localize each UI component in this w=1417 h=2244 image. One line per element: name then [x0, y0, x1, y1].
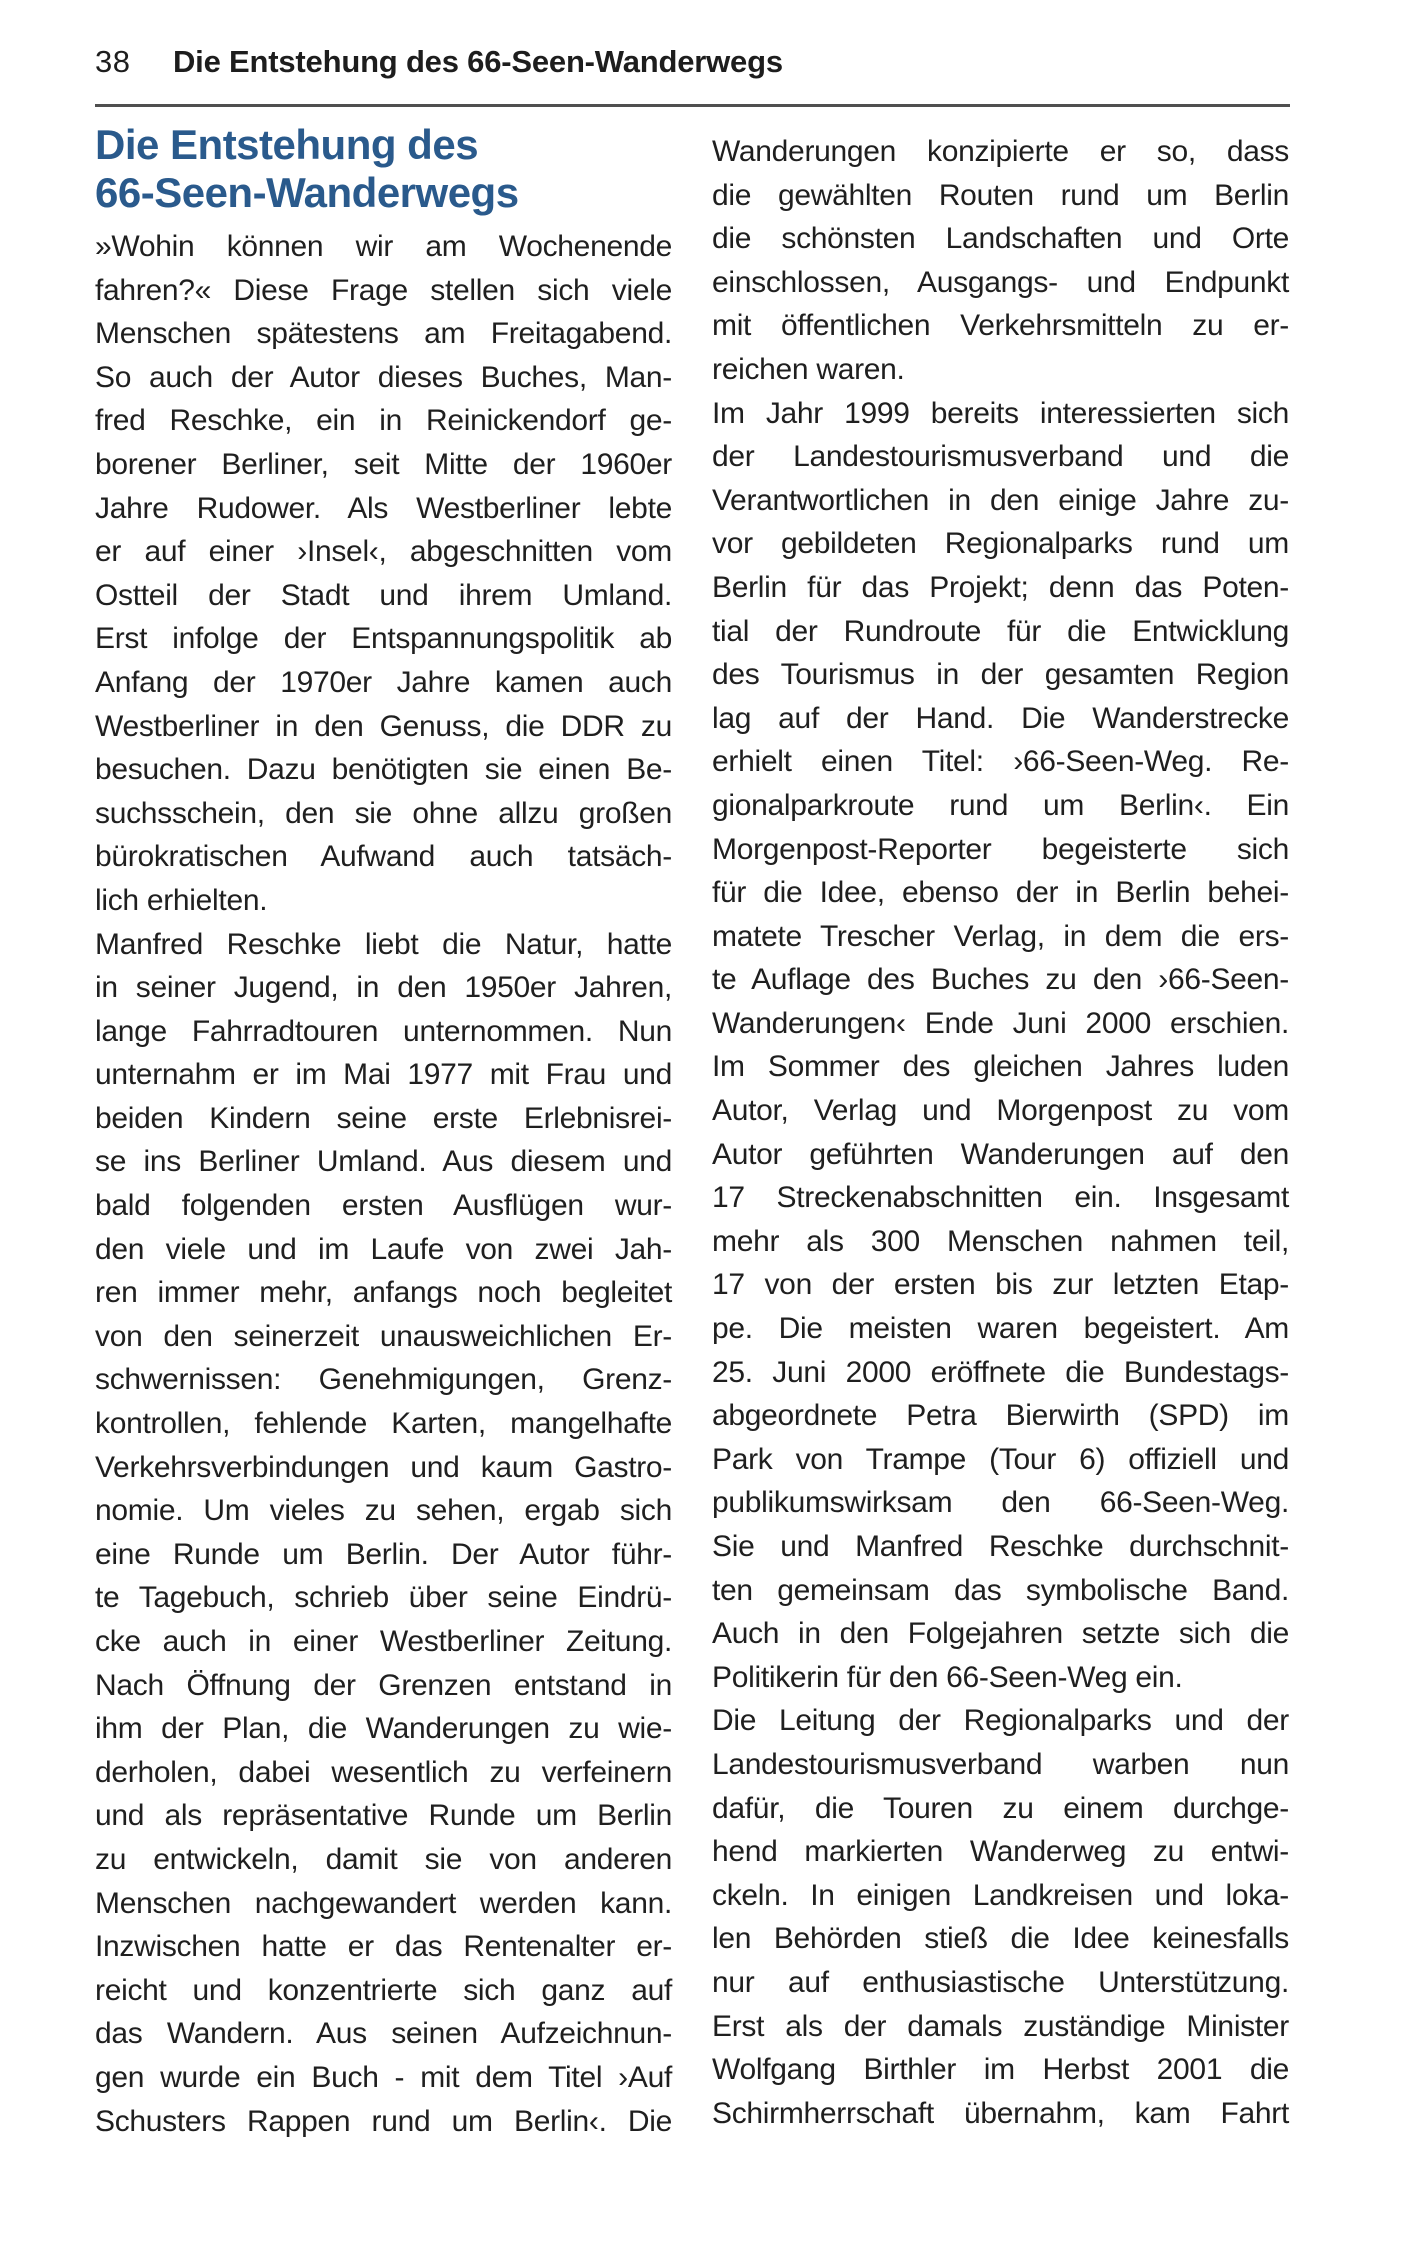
text-line: Jahre Rudower. Als Westberliner lebte [95, 491, 672, 525]
text-line: die schönsten Landschaften und Orte [712, 222, 1289, 256]
text-line: die gewählten Routen rund um Berlin [712, 178, 1289, 212]
text-line: einschlossen, Ausgangs- und Endpunkt [712, 265, 1289, 299]
text-line: erhielt einen Titel: ›66-Seen-Weg. Re- [712, 745, 1289, 779]
text-line: lag auf der Hand. Die Wanderstrecke [712, 701, 1289, 735]
text-line: Menschen spätestens am Freitagabend. [95, 317, 672, 351]
text-line: mehr als 300 Menschen nahmen teil, [712, 1224, 1289, 1258]
text-line: So auch der Autor dieses Buches, Man- [95, 360, 672, 394]
article-heading-line-2: 66-Seen-Wanderwegs [95, 169, 519, 216]
running-header-title: Die Entstehung des 66-Seen-Wanderwegs [173, 44, 783, 79]
text-line: von den seinerzeit unausweichlichen Er- [95, 1319, 672, 1353]
text-line: ihm der Plan, die Wanderungen zu wie- [95, 1712, 672, 1746]
text-line: Autor, Verlag und Morgenpost zu vom [712, 1094, 1289, 1128]
text-line: 25. Juni 2000 eröffnete die Bundestags- [712, 1355, 1289, 1389]
text-line: beiden Kindern seine erste Erlebnisrei- [95, 1101, 672, 1135]
text-line: unternahm er im Mai 1977 mit Frau und [95, 1058, 672, 1092]
text-line: Wanderungen‹ Ende Juni 2000 erschien. [712, 1006, 1289, 1040]
header-rule [95, 104, 1290, 107]
text-line: publikumswirksam den 66-Seen-Weg. [712, 1486, 1289, 1520]
text-line: reichen waren. [712, 352, 905, 386]
text-line: zu entwickeln, damit sie von anderen [95, 1842, 672, 1876]
text-line: abgeordnete Petra Bierwirth (SPD) im [712, 1399, 1289, 1433]
text-line: Nach Öffnung der Grenzen entstand in [95, 1668, 672, 1702]
text-line: schwernissen: Genehmigungen, Grenz- [95, 1363, 672, 1397]
text-line: tial der Rundroute für die Entwicklung [712, 614, 1289, 648]
text-line: Politikerin für den 66-Seen-Weg ein. [712, 1660, 1183, 1694]
text-line: vor gebildeten Regionalparks rund um [712, 527, 1289, 561]
text-line: borener Berliner, seit Mitte der 1960er [95, 447, 672, 481]
page-number: 38 [95, 44, 131, 79]
text-line: derholen, dabei wesentlich zu verfeinern [95, 1755, 672, 1789]
text-line: kontrollen, fehlende Karten, mangelhafte [95, 1407, 672, 1441]
running-header [95, 44, 1290, 84]
text-line: gen wurde ein Buch - mit dem Titel ›Auf [95, 2060, 672, 2094]
text-line: cke auch in einer Westberliner Zeitung. [95, 1625, 672, 1658]
text-line: bürokratischen Aufwand auch tatsäch- [95, 840, 672, 874]
text-line: ren immer mehr, anfangs noch begleitet [95, 1276, 672, 1310]
text-line: Sie und Manfred Reschke durchschnit- [712, 1530, 1289, 1563]
text-line: 17 Streckenabschnitten ein. Insgesamt [712, 1181, 1289, 1215]
text-line: Inzwischen hatte er das Rentenalter er- [95, 1930, 672, 1964]
article-heading-line-1: Die Entstehung des [95, 121, 479, 168]
text-line: eine Runde um Berlin. Der Autor führ- [95, 1537, 672, 1571]
text-line: Wanderungen konzipierte er so, dass [712, 135, 1289, 168]
text-line: Die Leitung der Regionalparks und der [712, 1704, 1289, 1738]
text-line: lich erhielten. [95, 883, 268, 917]
text-line: er auf einer ›Insel‹, abgeschnitten vom [95, 535, 672, 569]
text-line: nomie. Um vieles zu sehen, ergab sich [95, 1494, 672, 1528]
text-line: Im Jahr 1999 bereits interessierten sich [712, 396, 1289, 430]
text-line: und als repräsentative Runde um Berlin [95, 1799, 672, 1833]
text-line: Landestourismusverband warben nun [712, 1747, 1289, 1781]
text-line: gionalparkroute rund um Berlin‹. Ein [712, 788, 1289, 822]
text-line: Verantwortlichen in den einige Jahre zu- [712, 483, 1289, 517]
text-column-right [712, 130, 1289, 2135]
text-line: Park von Trampe (Tour 6) offiziell und [712, 1442, 1289, 1476]
text-line: Wolfgang Birthler im Herbst 2001 die [712, 2053, 1289, 2087]
text-line: Auch in den Folgejahren setzte sich die [712, 1617, 1289, 1651]
text-column-left [95, 225, 672, 2143]
text-line: Verkehrsverbindungen und kaum Gastro- [95, 1450, 672, 1484]
text-line: nur auf enthusiastische Unterstützung. [712, 1965, 1289, 1999]
text-line: für die Idee, ebenso der in Berlin behei- [712, 876, 1289, 910]
text-line: reicht und konzentrierte sich ganz auf [95, 1973, 672, 2007]
text-line: len Behörden stieß die Idee keinesfalls [712, 1922, 1289, 1956]
text-line: den viele und im Laufe von zwei Jah- [95, 1232, 672, 1266]
text-line: hend markierten Wanderweg zu entwi- [712, 1835, 1289, 1869]
text-line: dafür, die Touren zu einem durchge- [712, 1791, 1289, 1825]
text-line: der Landestourismusverband und die [712, 440, 1289, 474]
text-line: ckeln. In einigen Landkreisen und loka- [712, 1878, 1289, 1912]
text-line: ten gemeinsam das symbolische Band. [712, 1573, 1289, 1607]
text-line: Morgenpost-Reporter begeisterte sich [712, 832, 1289, 866]
text-line: pe. Die meisten waren begeistert. Am [712, 1312, 1289, 1346]
text-line: lange Fahrradtouren unternommen. Nun [95, 1014, 672, 1048]
text-line: se ins Berliner Umland. Aus diesem und [95, 1145, 672, 1179]
text-line: suchsschein, den sie ohne allzu großen [95, 796, 672, 830]
text-line: te Tagebuch, schrieb über seine Eindrü- [95, 1581, 672, 1615]
text-line: fred Reschke, ein in Reinickendorf ge- [95, 404, 672, 438]
text-line: Menschen nachgewandert werden kann. [95, 1886, 672, 1920]
text-line: Anfang der 1970er Jahre kamen auch [95, 665, 672, 699]
text-line: Im Sommer des gleichen Jahres luden [712, 1050, 1289, 1084]
text-line: 17 von der ersten bis zur letzten Etap- [712, 1268, 1289, 1302]
text-line: in seiner Jugend, in den 1950er Jahren, [95, 971, 672, 1005]
text-line: Schusters Rappen rund um Berlin‹. Die [95, 2104, 672, 2138]
text-line: Manfred Reschke liebt die Natur, hatte [95, 927, 672, 961]
text-line: Autor geführten Wanderungen auf den [712, 1137, 1289, 1171]
text-line: des Tourismus in der gesamten Region [712, 658, 1289, 692]
text-line: Berlin für das Projekt; denn das Poten- [712, 570, 1289, 604]
text-line: Erst infolge der Entspannungspolitik ab [95, 622, 672, 656]
text-line: bald folgenden ersten Ausflügen wur- [95, 1189, 672, 1223]
text-line: Ostteil der Stadt und ihrem Umland. [95, 578, 672, 612]
text-line: das Wandern. Aus seinen Aufzeichnun- [95, 2017, 672, 2051]
text-line: mit öffentlichen Verkehrsmitteln zu er- [712, 309, 1289, 343]
text-line: Schirmherrschaft übernahm, kam Fahrt [712, 2096, 1289, 2130]
text-line: Erst als der damals zuständige Minister [712, 2009, 1289, 2043]
text-line: Westberliner in den Genuss, die DDR zu [95, 709, 672, 743]
text-line: »Wohin können wir am Wochenende [95, 230, 672, 263]
text-line: besuchen. Dazu benötigten sie einen Be- [95, 753, 672, 787]
article-heading [95, 121, 672, 217]
text-line: te Auflage des Buches zu den ›66-Seen- [712, 963, 1289, 997]
text-line: fahren?« Diese Frage stellen sich viele [95, 273, 672, 307]
text-line: matete Trescher Verlag, in dem die ers- [712, 919, 1289, 953]
